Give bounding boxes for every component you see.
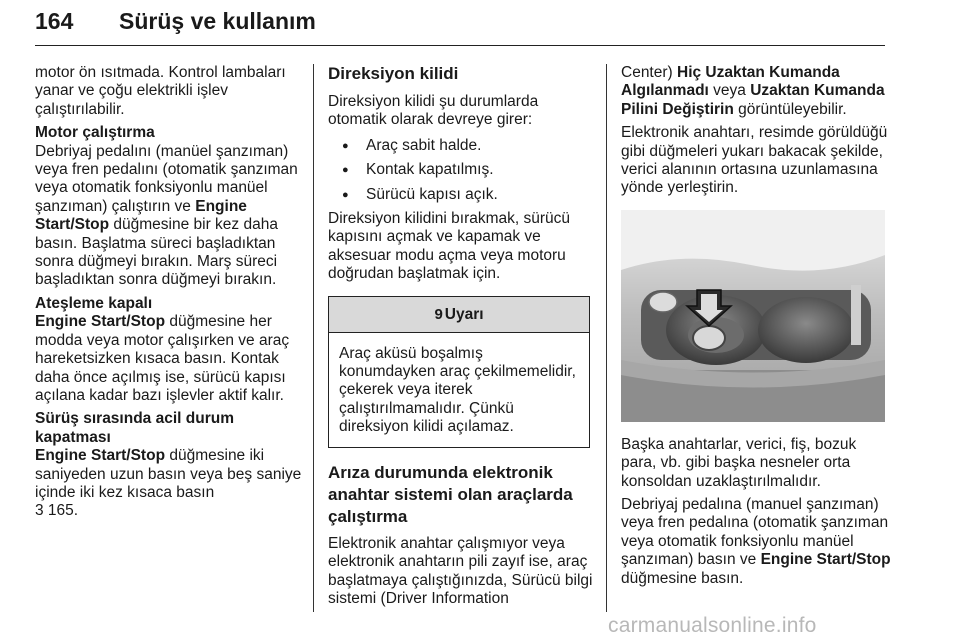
console-key-photo [621, 210, 885, 422]
key-placement-paragraph: Elektronik anahtarı, resimde görüldüğü gibi düğmeleri yukarı bakacak şekilde, verici alanının ortasına uzunlamasına yönde yerleştirin. [621, 124, 888, 197]
emergency-shutdown-heading: Sürüş sırasında acil durum kapatması [35, 410, 234, 446]
column-right [621, 64, 891, 593]
ignition-off-paragraph: Engine Start/Stop düğmesine her modda veya motor çalışırken ve araç hareketsizken kısaca basın. Kontak daha önce açılmış ise, sürücü kapısı açılana kadar bazı işlevler aktif kalır. [35, 313, 290, 404]
warning-header [329, 297, 589, 333]
warning-label: Uyarı [444, 305, 484, 323]
key-fault-heading: Arıza durumunda elektronik anahtar sistemi olan araçlarda çalıştırma [328, 462, 573, 526]
engine-start-stop-label: Engine Start/Stop [35, 313, 166, 331]
ignition-off-heading: Ateşleme kapalı [35, 294, 153, 312]
watermark: carmanualsonline.info [608, 614, 817, 637]
intro-paragraph: motor ön ısıtmada. Kontrol lambaları yanar ve çoğu elektrikli işlev çalıştırılabilir. [35, 64, 286, 118]
list-item: ● Sürücü kapısı açık. [328, 186, 593, 204]
column-divider [313, 64, 314, 612]
page-reference-link[interactable]: 3 165. [35, 502, 79, 520]
steering-lock-conditions [328, 137, 593, 204]
engine-start-heading: Motor çalıştırma [35, 124, 155, 142]
section-title: Sürüş ve kullanım [119, 8, 316, 34]
warning-box [328, 296, 590, 448]
steering-lock-intro: Direksiyon kilidi şu durumlarda otomatik olarak devreye girer: [328, 93, 539, 129]
message-replace-battery: Uzaktan Kumanda Pilini Değiştirin [621, 82, 885, 118]
emergency-shutdown-section [35, 410, 305, 520]
emergency-shutdown-paragraph: Engine Start/Stop düğmesine iki saniyeden uzun basın veya beş saniye içinde iki kez kısaca basın 3 165. [35, 447, 302, 520]
remove-objects-paragraph: Başka anahtarlar, verici, fiş, bozuk para, vb. gibi başka nesneler orta konsoldan uzaklaştırılmalıdır. [621, 435, 857, 490]
ignition-off-section [35, 295, 305, 405]
warning-text: Araç aküsü boşalmış konumdayken araç çekilmemelidir, çekerek veya iterek çalıştırılmamalıdır. Çünkü direksiyon kilidi açılamaz. [339, 344, 576, 436]
engine-start-stop-label: Engine Start/Stop [760, 551, 891, 569]
page-header [35, 6, 885, 46]
column-middle [328, 64, 593, 613]
key-fault-paragraph: Elektronik anahtar çalışmıyor veya elektronik anahtarın pili zayıf ise, araç başlatmaya çalıştığınızda, Sürücü bilgi sistemi (Driver Information [328, 534, 593, 607]
list-item: ● Araç sabit halde. [328, 137, 593, 155]
message-no-remote-detected: Hiç Uzaktan Kumanda Algılanmadı [621, 64, 840, 100]
engine-start-paragraph: Debriyaj pedalını (manüel şanzıman) veya fren pedalını (otomatik şanzıman veya otomatik fonksiyonlu manüel şanzıman) çalıştırın ve Engine Start/Stop düğmesine bir kez daha basın. Başlatma süreci başladıktan sonra düğmeyi bırakın. Marş süreci başladıktan sonra düğmeyi bırakın. [35, 142, 298, 289]
steering-lock-heading: Direksiyon kilidi [328, 64, 459, 83]
page-number: 164 [35, 8, 74, 34]
column-divider [606, 64, 607, 612]
engine-start-section [35, 124, 305, 290]
column-left [35, 64, 305, 526]
engine-start-stop-label: Engine Start/Stop [35, 447, 166, 465]
final-start-paragraph: Debriyaj pedalına (manuel şanzıman) veya fren pedalına (otomatik şanzıman veya otomatik fonksiyonlu manüel şanzıman) basın ve Engine Start/Stop düğmesine basın. [621, 496, 891, 587]
display-message-paragraph: Center) Hiç Uzaktan Kumanda Algılanmadı veya Uzaktan Kumanda Pilini Değiştirin görüntüleyebilir. [621, 64, 885, 118]
engine-start-stop-label: Engine Start/Stop [35, 197, 247, 234]
warning-icon: 9 [434, 305, 443, 323]
steering-lock-release-paragraph: Direksiyon kilidini bırakmak, sürücü kapısını açmak ve kapamak ve aksesuar modu açma veya motoru doğrudan başlatmak için. [328, 210, 571, 283]
cupholder-key-illustration [621, 210, 885, 422]
list-item: ● Kontak kapatılmış. [328, 161, 593, 179]
page-reference-icon: 3 [35, 502, 44, 520]
